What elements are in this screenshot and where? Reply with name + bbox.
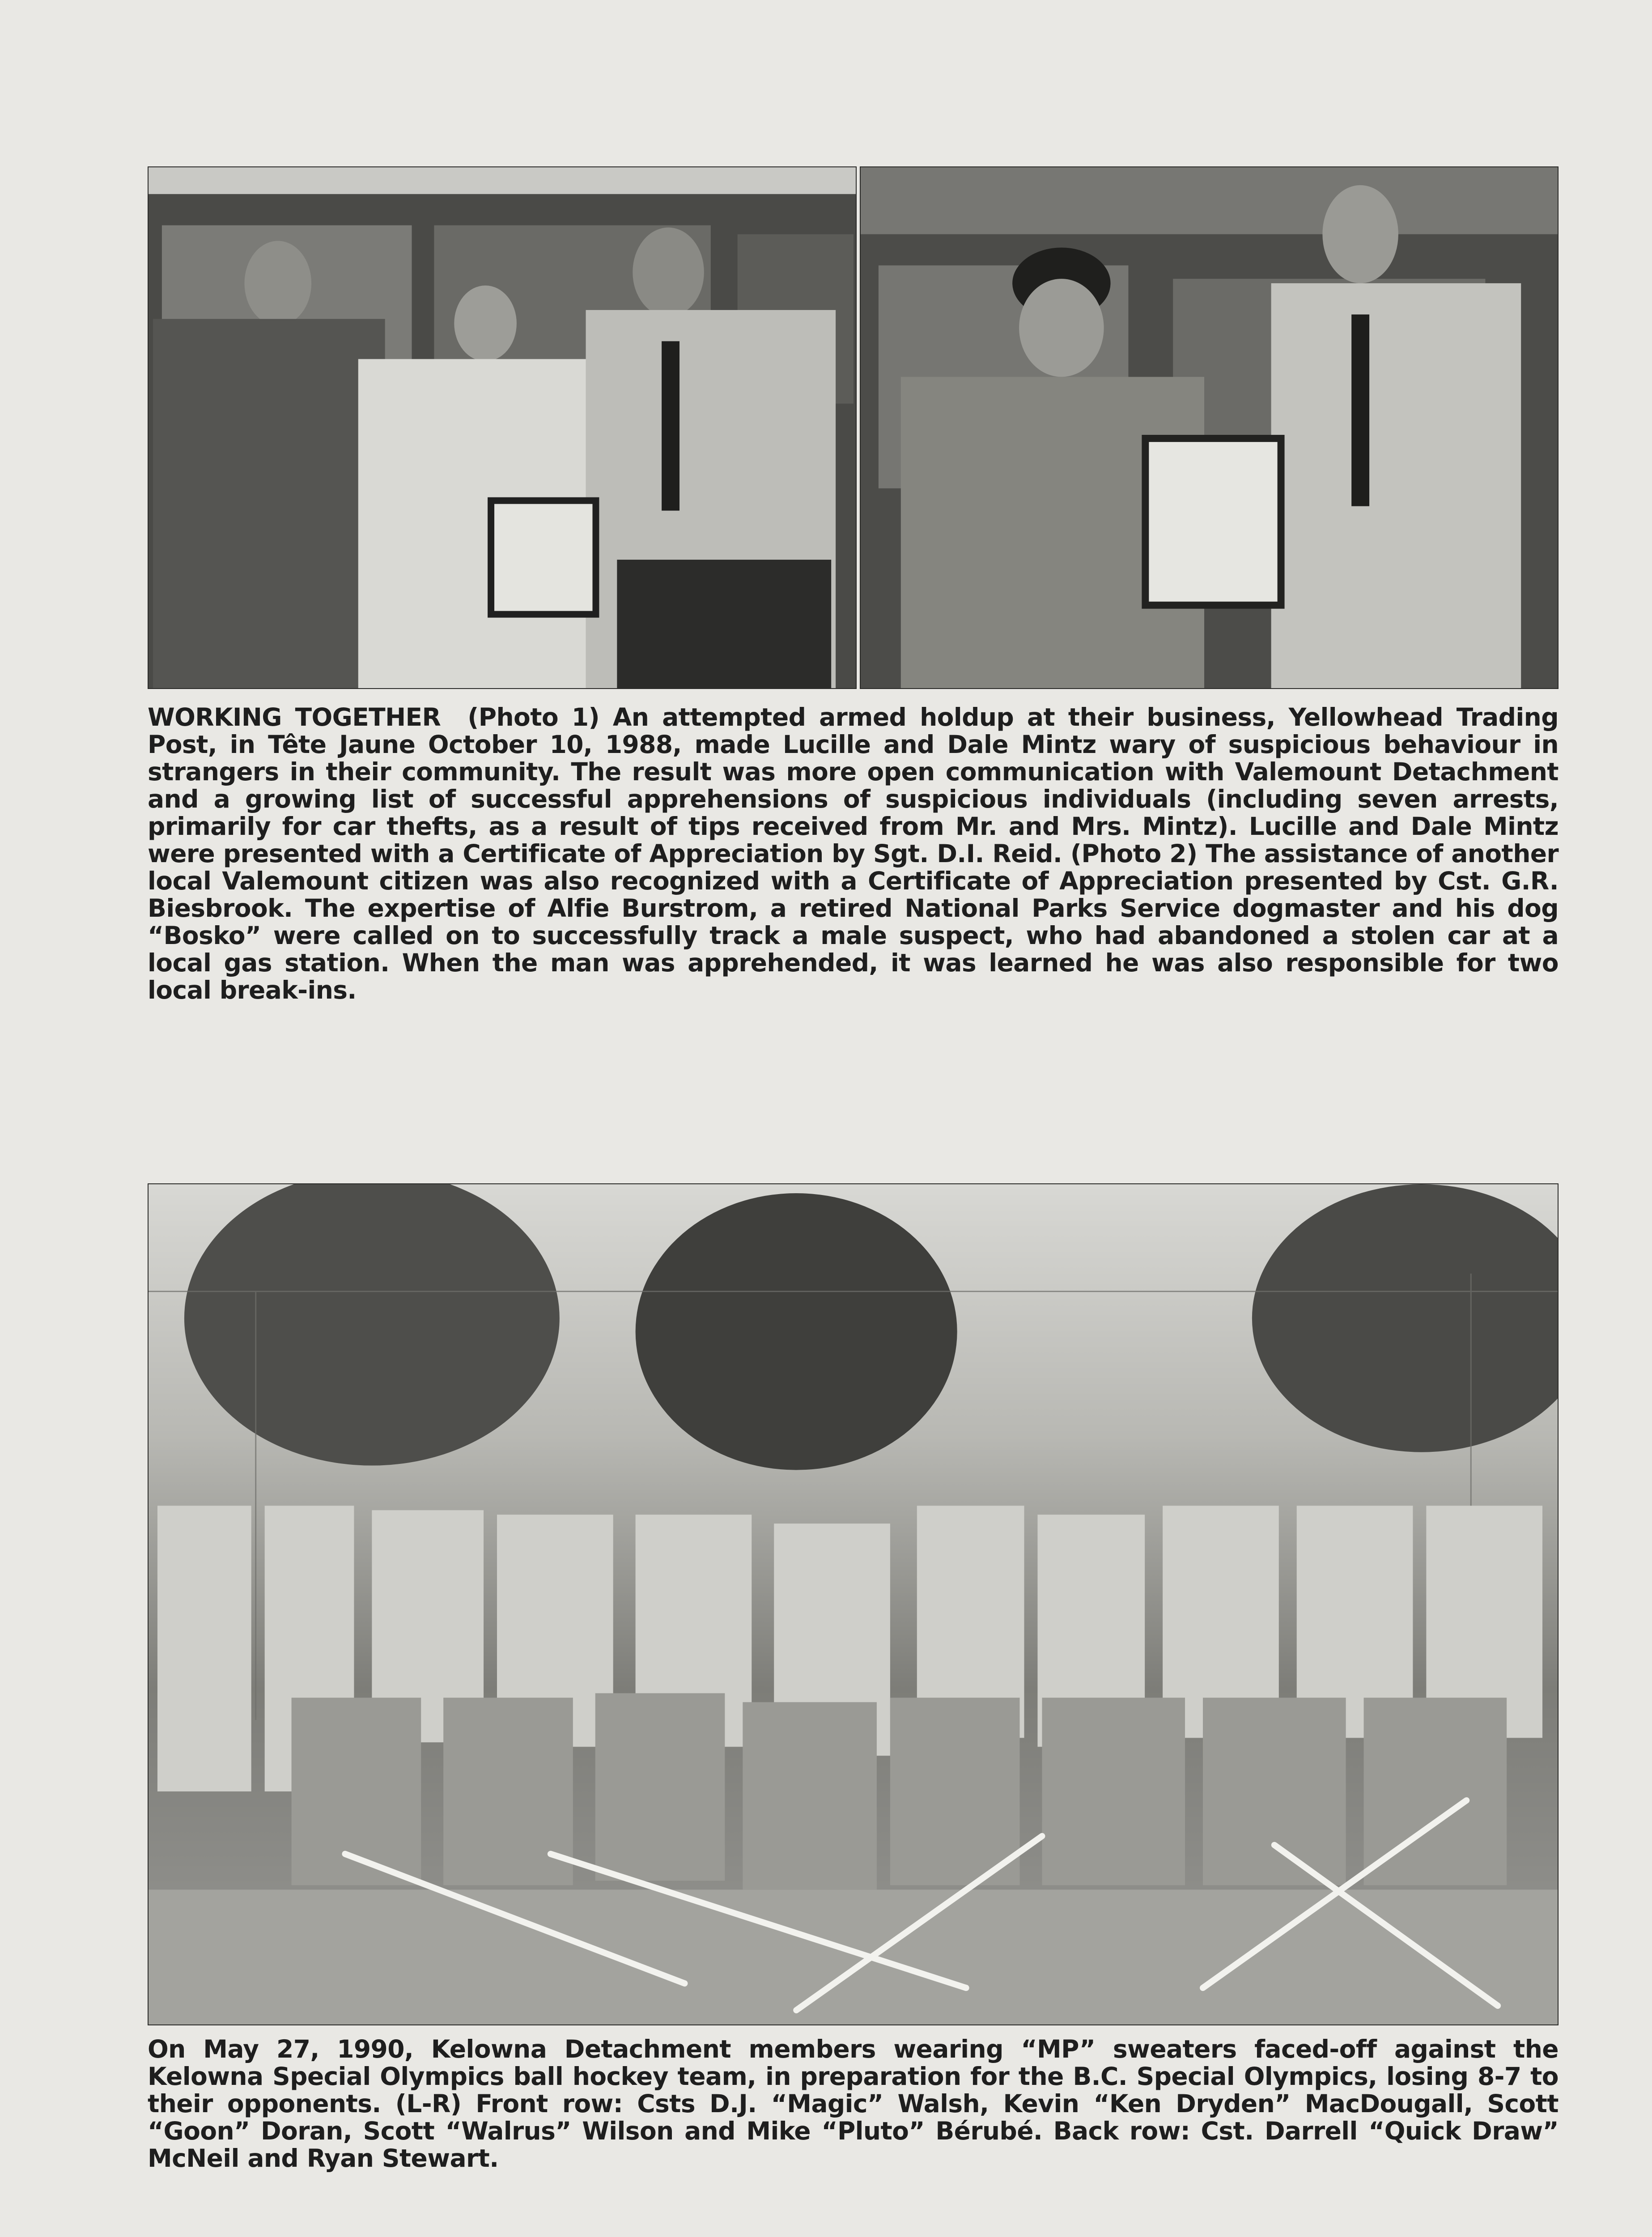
- photo-ball-hockey-team: [148, 1183, 1559, 2025]
- caption-working-together: [148, 704, 1559, 1004]
- caption-ball-hockey: [148, 2036, 1559, 2172]
- photo-3-illustration: [149, 1184, 1558, 2024]
- caption-1-body: (Photo 1) An attempted armed holdup at their business, Yellowhead Trading Post, in Tête Jaune October 10, 1988, made Lucille and Dale Mintz wary of suspicious behaviour in strangers in their community. The result was more open communication with Valemount Detachment and a growing list of successful apprehensions of suspicious individuals (including seven arrests, primarily for car thefts, as a result of tips received from Mr. and Mrs. Mintz). Lucille and Dale Mintz were presented with a Certificate of Appreciation by Sgt. D.I. Reid. (Photo 2) The assistance of another local Valemount citizen was also recognized with a Certificate of Appreciation presented by Cst. G.R. Biesbrook. The expertise of Alfie Burstrom, a retired National Parks Service dogmaster and his dog “Bosko” were called on to successfully track a male suspect, who had abandoned a stolen car at a local gas station. When the man was apprehended, it was learned he was also responsible for two local break-ins.: [148, 703, 1559, 1004]
- photo-certificate-mintz: [148, 166, 857, 689]
- photo-2-illustration: [861, 167, 1558, 688]
- caption-2-body: On May 27, 1990, Kelowna Detachment members wearing “MP” sweaters faced-off against the Kelowna Special Olympics ball hockey team, in preparation for the B.C. Special Olympics, losing 8-7 to their opponents. (L-R) Front row: Csts D.J. “Magic” Walsh, Kevin “Ken Dryden” MacDougall, Scott “Goon” Doran, Scott “Walrus” Wilson and Mike “Pluto” Bérubé. Back row: Cst. Darrell “Quick Draw” McNeil and Ryan Stewart.: [148, 2035, 1559, 2173]
- photo-1-illustration: [149, 167, 856, 688]
- caption-1-lead: WORKING TOGETHER: [148, 703, 441, 731]
- photo-certificate-burstrom: [860, 166, 1559, 689]
